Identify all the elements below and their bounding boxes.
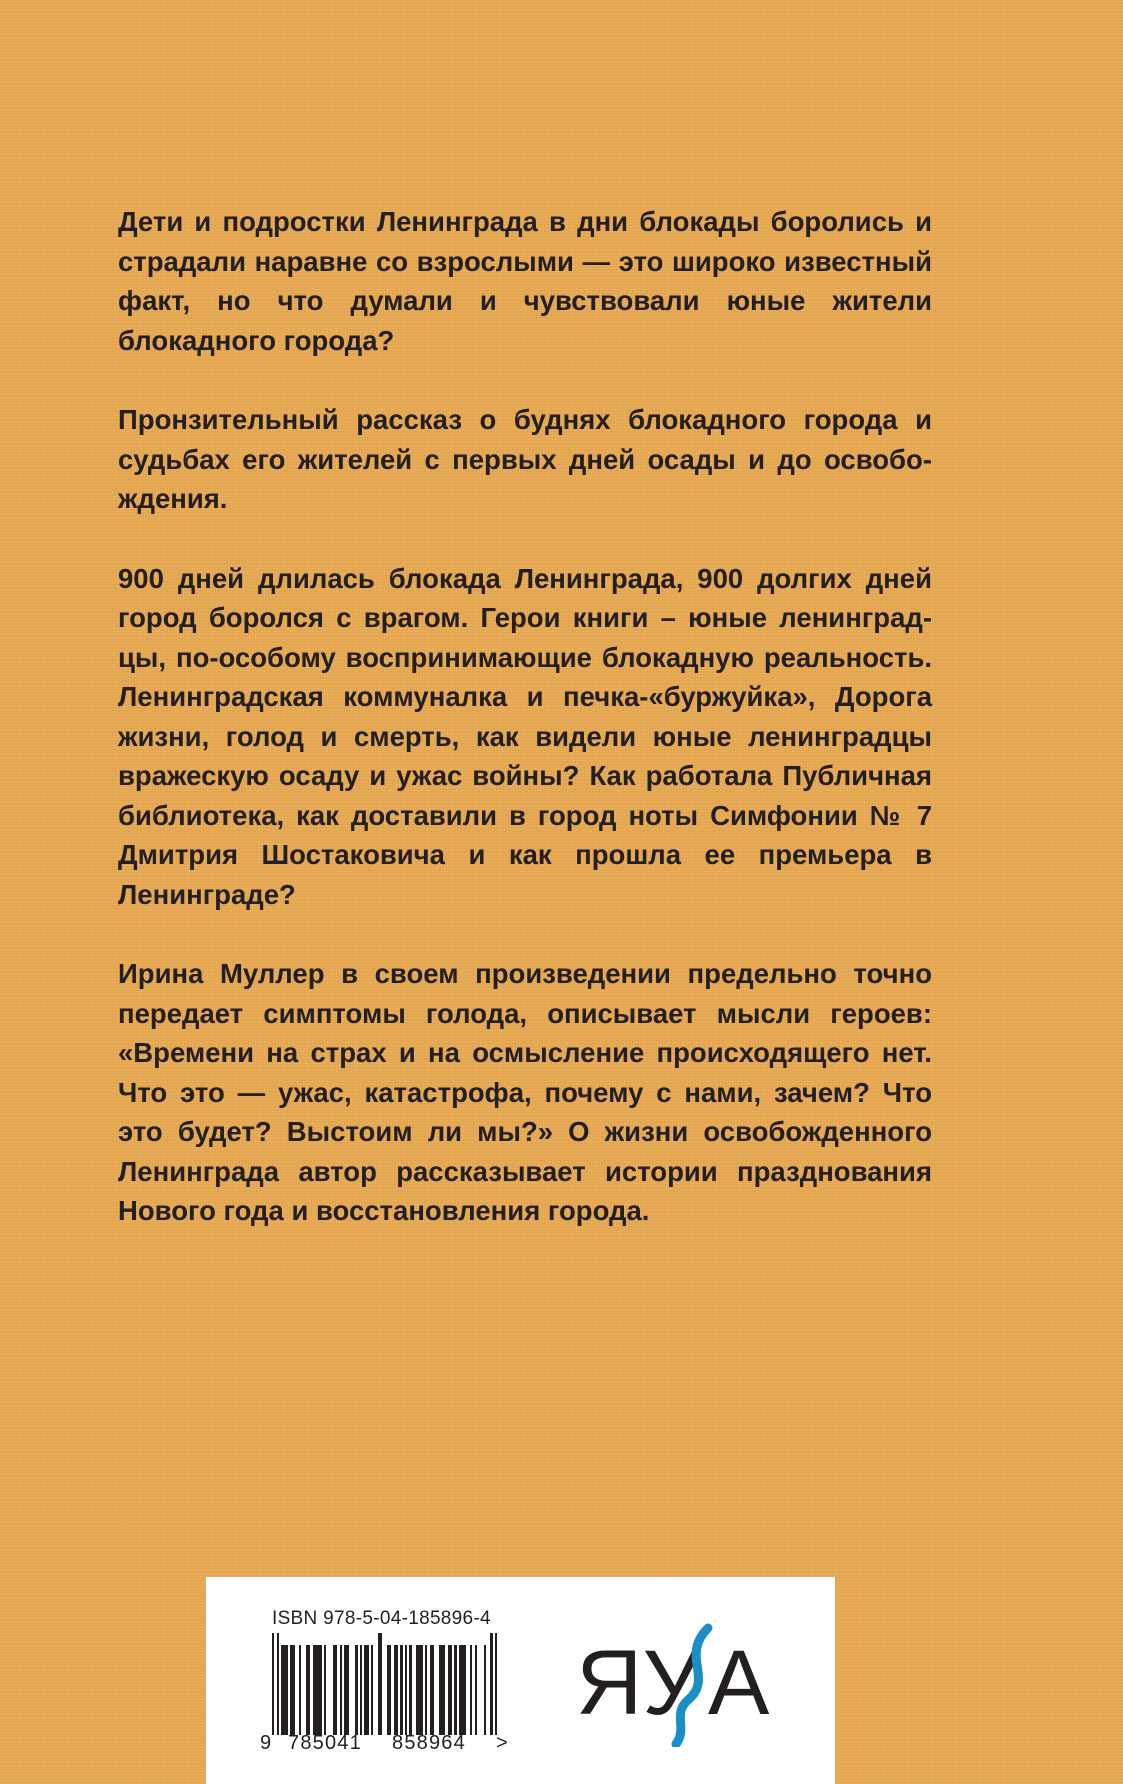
barcode-digit-lead: 9: [260, 1732, 273, 1754]
logo-letters-left: ЯУ: [576, 1632, 701, 1734]
logo-letter-right: А: [708, 1632, 770, 1734]
paragraph-3: 900 дней длилась блокада Ленинграда, 900 долгих дней город боролся с врагом. Герои книги – юные ленинградцы, по-особому воспринимающие блокадную реальность. Ленинградская коммуналка и печка-«буржуйка», Дорога жизни, голод и смерть, как видели юные ленинградцы вражескую осаду и ужас войны? Как работала Публичная библиотека, как доставили в город ноты Симфонии № 7 Дмитрия Шостаковича и как прошла ее премьера в Ленинграде?: [118, 562, 932, 910]
back-cover-description: [118, 202, 932, 1231]
barcode-digits-left: 785041: [288, 1732, 362, 1754]
paragraph-4: Ирина Муллер в своем произведении предельно точно передает симптомы голода, описывает мысли героев: «Времени на страх и на осмысление происходящего нет. Что это — ужас, катастрофа, почему с нами, зачем? Что это будет? Выстоим ли мы?» О жизни освобожденного Ленинграда автор рассказывает истории празднования Нового года и восстановления города.: [118, 958, 932, 1226]
publisher-logo: [576, 1622, 776, 1747]
barcode-bar: [495, 1633, 497, 1735]
barcode-digit-tail: >: [496, 1732, 509, 1754]
isbn-label: ISBN 978-5-04-185896-4: [272, 1608, 491, 1629]
barcode-digits: [260, 1732, 520, 1755]
barcode-icon: [272, 1633, 497, 1735]
isbn-publisher-box: [206, 1577, 835, 1784]
paragraph-1: Дети и подростки Ленинграда в дни блокады боролись и страдали наравне со взрослыми — это широко известный факт, но что думали и чувствовали юные жители блокадного города?: [118, 206, 932, 356]
barcode-digits-right: 858964: [392, 1732, 466, 1754]
paragraph-2: Пронзительный рассказ о буднях блокадного города и судьбах его жителей с первых дней осады и до освобождения.: [118, 404, 932, 514]
